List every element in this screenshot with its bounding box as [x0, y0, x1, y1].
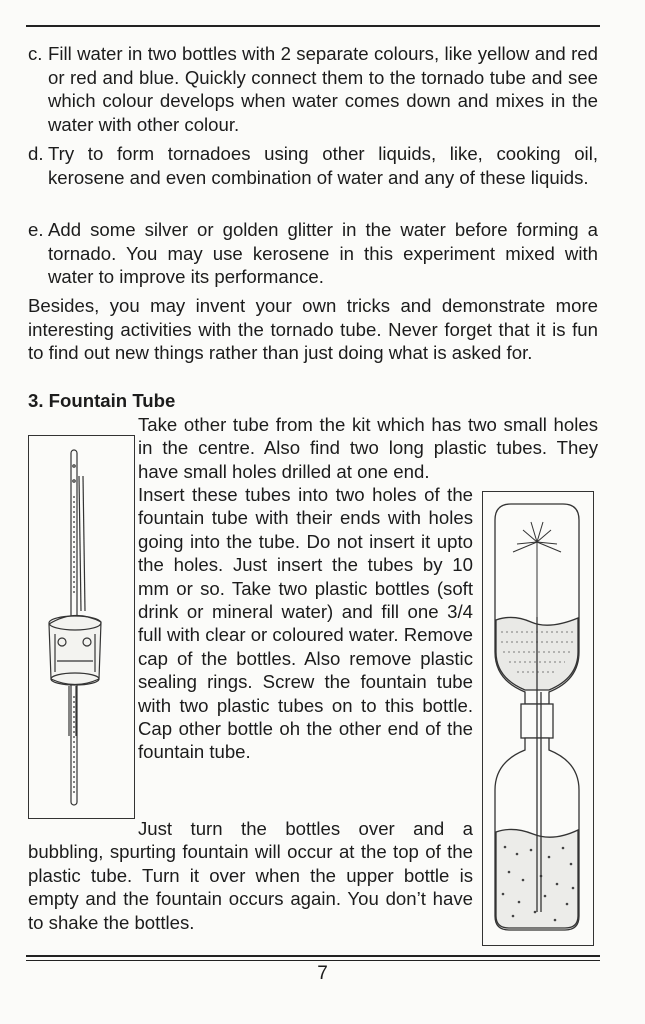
page-number: 7 [317, 963, 328, 984]
list-item-e [28, 218, 598, 289]
list-item-c [28, 42, 598, 136]
besides-paragraph: Besides, you may invent your own tricks and demonstrate more interesting activities with the tornado tube. Never forget that it is fun to find out new things rather than just doing what is asked for. [28, 295, 598, 363]
fountain-text-top: Take other tube from the kit which has two small holes in the centre. Also find two long plastic tubes. They have small holes drilled at one end. [138, 414, 598, 482]
list-item-d [28, 142, 598, 189]
fountain-text-middle: Insert these tubes into two holes of the fountain tube with their ends with holes going into the tube. Do not insert it upto the holes. Just insert the tubes by 10 mm or so. Take two plastic bottles (soft drink or mineral water) and fill one 3/4 full with clear or coloured water. Remove cap of the bottles. Also remove plastic sealing rings. Screw the fountain tube with two plastic tubes on to this bottle. Cap other bottle oh the other end of the fountain tube. [138, 484, 473, 763]
top-rule [26, 25, 600, 27]
list-item-text: Fill water in two bottles with 2 separate colours, like yellow and red or red and blue. Quickly connect them to the tornado tube and see which colour develops when water comes down and mixes in the water with other colour. [48, 43, 598, 135]
bottle-fountain-figure [482, 491, 594, 946]
list-marker: d. [28, 143, 44, 164]
bottle-fountain-drawing [483, 492, 592, 944]
bottom-rule-thin [26, 960, 600, 961]
list-marker: e. [28, 219, 44, 240]
fountain-tube-drawing [29, 436, 133, 817]
fountain-tube-figure [28, 435, 135, 819]
fountain-text-bottom: Just turn the bottles over and a bubbling, spurting fountain will occur at the top of the plastic tube. Turn it over when the upper bottle is empty and the fountain occurs again. You don’t have to shake the bottles. [28, 818, 473, 933]
bottom-rule [26, 955, 600, 957]
list-item-text: Add some silver or golden glitter in the water before forming a tornado. You may use kerosene in this experiment mixed with water to improve its performance. [48, 219, 598, 287]
section-heading: 3. Fountain Tube [28, 390, 176, 411]
list-marker: c. [28, 43, 43, 64]
list-item-text: Try to form tornadoes using other liquids, like, cooking oil, kerosene and even combination of water and any of these liquids. [48, 143, 598, 188]
